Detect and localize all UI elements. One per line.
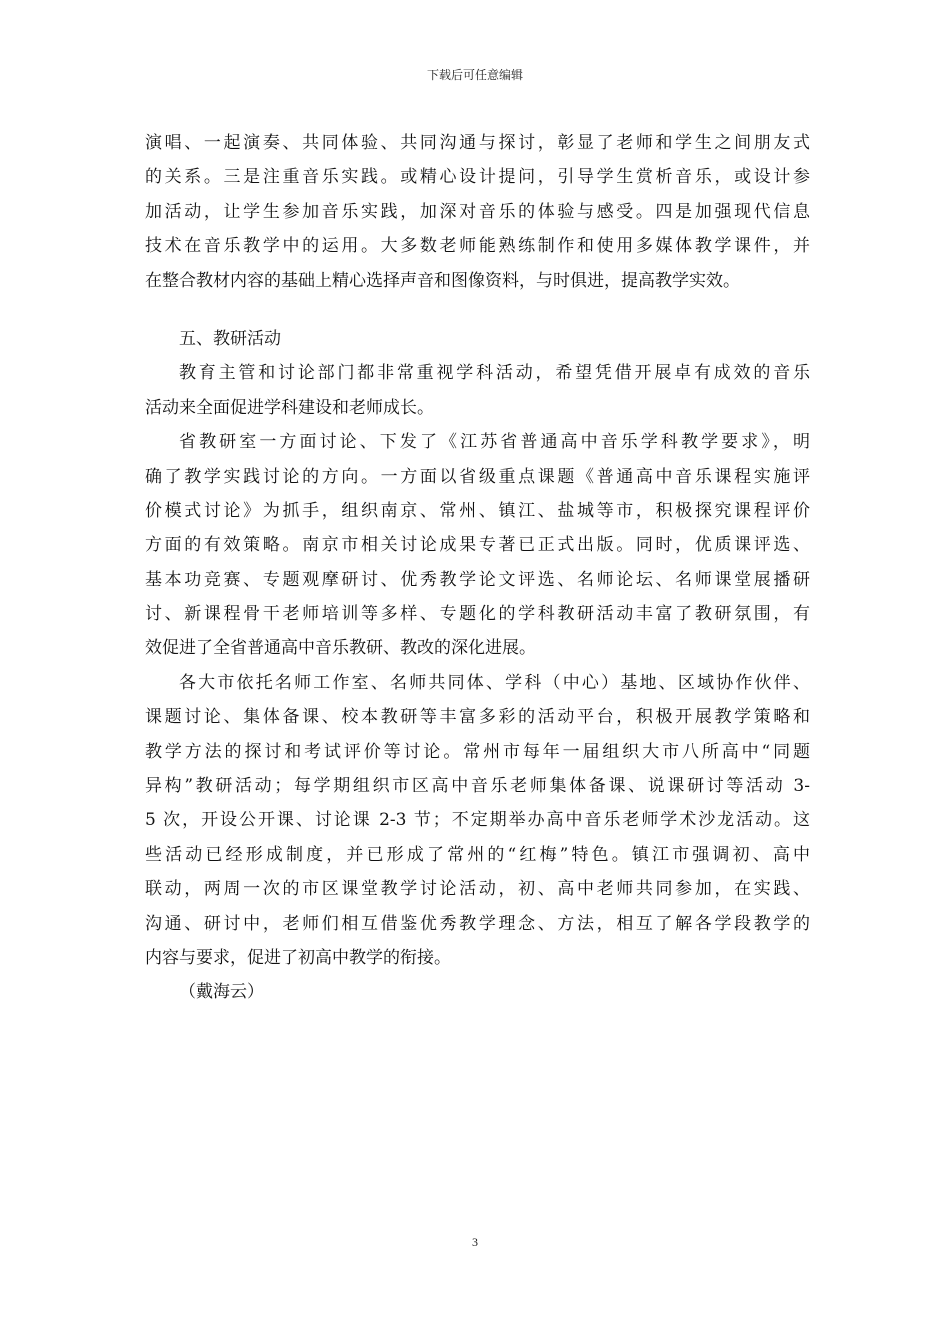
text-line: 异构”教研活动；每学期组织市区高中音乐老师集体备课、说课研讨等活动 3- xyxy=(145,776,810,797)
text-line: 些活动已经形成制度，并已形成了常州的“红梅”特色。镇江市强调初、高中 xyxy=(145,844,810,865)
text-line: 在整合教材内容的基础上精心选择声音和图像资料，与时俱进，提高教学实效。 xyxy=(145,270,740,291)
paragraph-gap xyxy=(145,298,810,322)
text-line: 确了教学实践讨论的方向。一方面以省级重点课题《普通高中音乐课程实施评 xyxy=(145,466,810,487)
text-line: 沟通、研讨中，老师们相互借鉴优秀教学理念、方法，相互了解各学段教学的 xyxy=(145,913,810,934)
text-line: 课题讨论、集体备课、校本教研等丰富多彩的活动平台，积极开展教学策略和 xyxy=(145,707,810,728)
text-line: 内容与要求，促进了初高中教学的衔接。 xyxy=(145,947,451,968)
text-line: 技术在音乐教学中的运用。大多数老师能熟练制作和使用多媒体教学课件，并 xyxy=(145,236,810,257)
text-line: 加活动，让学生参加音乐实践，加深对音乐的体验与感受。四是加强现代信息 xyxy=(145,201,810,222)
section-heading: 五、教研活动 xyxy=(179,328,281,349)
text-line: 讨、新课程骨干老师培训等多样、专题化的学科教研活动丰富了教研氛围，有 xyxy=(145,604,810,625)
text-line: 5 次，开设公开课、讨论课 2-3 节；不定期举办高中音乐老师学术沙龙活动。这 xyxy=(145,810,810,831)
text-line: 活动来全面促进学科建设和老师成长。 xyxy=(145,397,434,418)
paragraph-provincial-office xyxy=(145,425,810,666)
text-line: 方面的有效策略。南京市相关讨论成果专著已正式出版。同时，优质课评选、 xyxy=(145,535,810,556)
document-body xyxy=(145,126,810,1010)
text-line: 省教研室一方面讨论、下发了《江苏省普通高中音乐学科教学要求》，明 xyxy=(179,432,810,453)
paragraph-teaching-practice xyxy=(145,126,810,298)
text-line: 基本功竞赛、专题观摩研讨、优秀教学论文评选、名师论坛、名师课堂展播研 xyxy=(145,569,810,590)
page-header-note: 下载后可任意编辑 xyxy=(426,68,523,82)
text-line: 联动，两周一次的市区课堂教学讨论活动，初、高中老师共同参加，在实践、 xyxy=(145,879,810,900)
page-number: 3 xyxy=(472,1235,478,1249)
text-line: 教学方法的探讨和考试评价等讨论。常州市每年一届组织大市八所高中“同题 xyxy=(145,741,810,762)
text-line: 各大市依托名师工作室、名师共同体、学科（中心）基地、区域协作伙伴、 xyxy=(179,672,810,693)
text-line: 价模式讨论》为抓手，组织南京、常州、镇江、盐城等市，积极探究课程评价 xyxy=(145,500,810,521)
paragraph-education-departments xyxy=(145,356,810,425)
author-signature: （戴海云） xyxy=(179,982,264,1003)
text-line: 效促进了全省普通高中音乐教研、教改的深化进展。 xyxy=(145,638,536,659)
text-line: 教育主管和讨论部门都非常重视学科活动，希望凭借开展卓有成效的音乐 xyxy=(179,363,810,384)
text-line: 演唱、一起演奏、共同体验、共同沟通与探讨，彰显了老师和学生之间朋友式 xyxy=(145,133,810,153)
text-line: 的关系。三是注重音乐实践。或精心设计提问，引导学生赏析音乐，或设计参 xyxy=(145,167,810,188)
paragraph-city-activities xyxy=(145,666,810,976)
